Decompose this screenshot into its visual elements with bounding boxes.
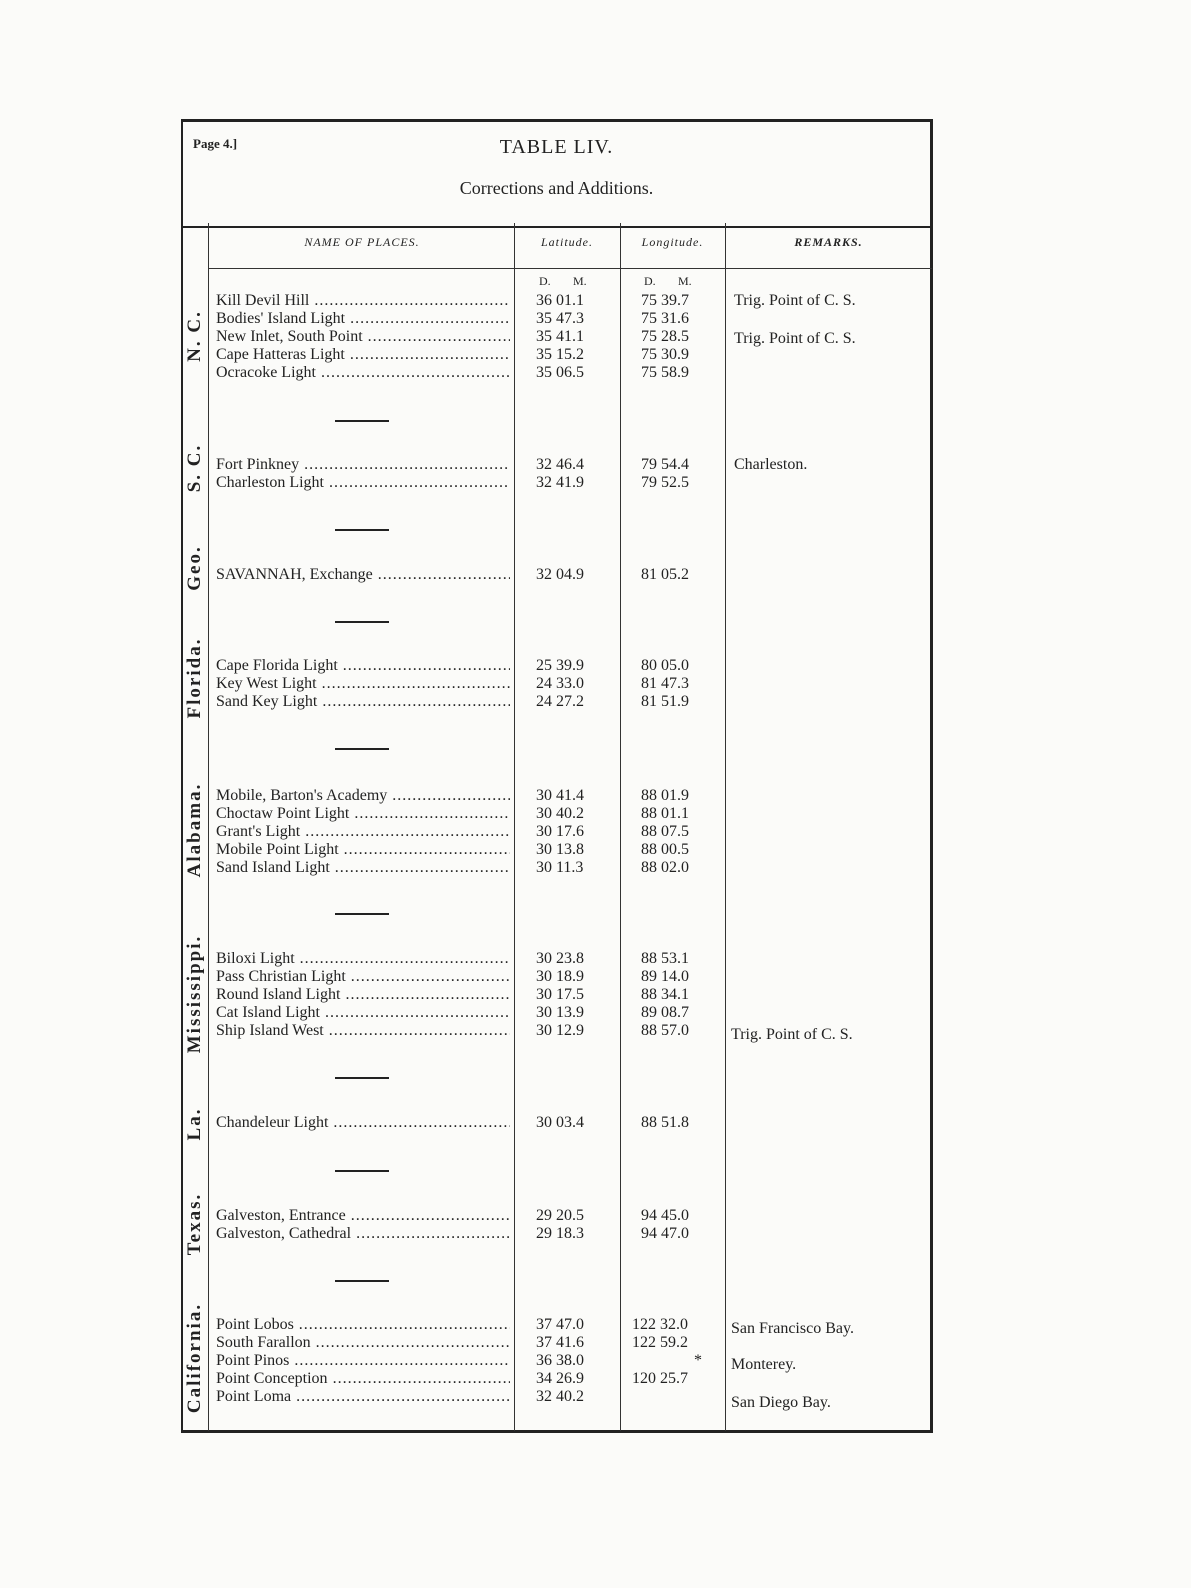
latitude-value: 30 12.9 [536,1022,584,1039]
table-row [0,1004,1191,1022]
table-row [0,675,1191,693]
table-row [0,346,1191,364]
latitude-value: 29 18.3 [536,1225,584,1242]
table-row [0,310,1191,328]
latitude-value: 30 23.8 [536,950,584,967]
place-name: Pass Christian Light ..... [216,968,510,986]
place-name: Ship Island West ..... [216,1022,510,1040]
section-separator [335,529,389,531]
place-name: Ocracoke Light ..... [216,364,510,382]
section-separator [335,748,389,750]
latitude-value: 30 13.8 [536,841,584,858]
longitude-value: 81 05.2 [641,566,689,583]
table-row [0,693,1191,711]
table-row [0,657,1191,675]
longitude-value: 75 31.6 [641,310,689,327]
section-separator [335,913,389,915]
table-row [0,364,1191,382]
place-name: Cape Florida Light ..... [216,657,510,675]
remark-text: San Francisco Bay. [731,1320,854,1337]
longitude-value: 81 47.3 [641,675,689,692]
longitude-value: 75 39.7 [641,292,689,309]
place-name: Chandeleur Light ..... [216,1114,510,1132]
table-row [0,328,1191,346]
col-header-place: NAME OF PLACES. [304,235,420,249]
place-name: Sand Key Light ..... [216,693,510,711]
place-name: Grant's Light ..... [216,823,510,841]
table-row [0,1334,1191,1352]
place-name: Cat Island Light ..... [216,1004,510,1022]
section-separator [335,420,389,422]
longitude-value: 80 05.0 [641,657,689,674]
rule-under-headings [208,268,932,269]
lon-deg-unit: D. [644,274,656,288]
place-name: Point Pinos ..... [216,1352,510,1370]
latitude-value: 30 17.6 [536,823,584,840]
place-name: Fort Pinkney ..... [216,456,510,474]
place-name: Galveston, Cathedral ..... [216,1225,510,1243]
table-row [0,1388,1191,1411]
place-name: Round Island Light ..... [216,986,510,1004]
table-row [0,566,1191,584]
longitude-value: 75 28.5 [641,328,689,345]
place-name: South Farallon ..... [216,1334,510,1352]
latitude-value: 30 41.4 [536,787,584,804]
place-name: Choctaw Point Light ..... [216,805,510,823]
latitude-value: 32 46.4 [536,456,584,473]
remark-text: Trig. Point of C. S. [731,1026,853,1043]
longitude-value: 79 54.4 [641,456,689,473]
table-row [0,456,1191,474]
section-separator [335,1280,389,1282]
latitude-value: 32 04.9 [536,566,584,583]
table-row [0,787,1191,805]
latitude-value: 36 38.0 [536,1352,584,1369]
longitude-value: 88 02.0 [641,859,689,876]
latitude-value: 24 27.2 [536,693,584,710]
longitude-value: 89 14.0 [641,968,689,985]
latitude-value: 25 39.9 [536,657,584,674]
latitude-value: 37 41.6 [536,1334,584,1351]
table-row [0,950,1191,968]
longitude-value: 88 57.0 [641,1022,689,1039]
latitude-value: 30 03.4 [536,1114,584,1131]
place-name: Kill Devil Hill ..... [216,292,510,310]
table-row [0,986,1191,1004]
longitude-value: 122 59.2 [632,1334,688,1351]
longitude-value: 75 58.9 [641,364,689,381]
latitude-value: 37 47.0 [536,1316,584,1333]
remark-text: Monterey. [731,1356,797,1373]
longitude-value: 94 45.0 [641,1207,689,1224]
place-name: Mobile, Barton's Academy ..... [216,787,510,805]
table-subtitle: Corrections and Additions. [459,178,654,198]
table-row [0,1352,1191,1373]
table-row [0,1207,1191,1225]
place-name: Charleston Light ..... [216,474,510,492]
longitude-value: 122 32.0 [632,1316,688,1333]
longitude-value: * [694,1352,702,1369]
table-row [0,859,1191,877]
table-row [0,1225,1191,1243]
latitude-value: 30 11.3 [536,859,584,876]
longitude-value: 88 51.8 [641,1114,689,1131]
table-row [0,841,1191,859]
remark-text: San Diego Bay. [731,1394,831,1411]
remark-text: Trig. Point of C. S. [734,330,856,347]
table-header [183,122,930,228]
latitude-value: 32 40.2 [536,1388,584,1405]
latitude-value: 32 41.9 [536,474,584,491]
section-separator [335,1077,389,1079]
latitude-value: 35 47.3 [536,310,584,327]
table-title: TABLE LIV. [499,136,614,158]
latitude-value: 36 01.1 [536,292,584,309]
col-header-latitude: Latitude. [540,235,593,249]
table-row [0,292,1191,310]
latitude-value: 30 13.9 [536,1004,584,1021]
table-row [0,823,1191,841]
page-reference: Page 4.] [193,136,238,151]
section-separator [335,1170,389,1172]
place-name: Bodies' Island Light ..... [216,310,510,328]
latitude-value: 35 15.2 [536,346,584,363]
lon-min-unit: M. [678,274,692,288]
latitude-value: 34 26.9 [536,1370,584,1387]
place-name: Point Conception ..... [216,1370,510,1388]
longitude-value: 89 08.7 [641,1004,689,1021]
remark-text: Trig. Point of C. S. [734,292,856,309]
lat-min-unit: M. [573,274,587,288]
longitude-value: 120 25.7 [632,1370,688,1387]
table-row [0,1022,1191,1043]
place-name: Biloxi Light ..... [216,950,510,968]
latitude-value: 35 41.1 [536,328,584,345]
place-name: Sand Island Light ..... [216,859,510,877]
longitude-value: 81 51.9 [641,693,689,710]
longitude-value: 94 47.0 [641,1225,689,1242]
longitude-value: 88 53.1 [641,950,689,967]
table-row [0,968,1191,986]
col-header-remarks: REMARKS. [794,235,863,249]
longitude-value: 88 00.5 [641,841,689,858]
longitude-value: 88 01.9 [641,787,689,804]
latitude-value: 29 20.5 [536,1207,584,1224]
longitude-value: 88 07.5 [641,823,689,840]
place-name: Mobile Point Light ..... [216,841,510,859]
table-row [0,1316,1191,1337]
place-name: New Inlet, South Point ..... [216,328,510,346]
col-header-longitude: Longitude. [641,235,704,249]
place-name: Key West Light ..... [216,675,510,693]
latitude-value: 30 17.5 [536,986,584,1003]
latitude-value: 24 33.0 [536,675,584,692]
longitude-value: 88 34.1 [641,986,689,1003]
lat-deg-unit: D. [539,274,551,288]
latitude-value: 30 18.9 [536,968,584,985]
table-row [0,1370,1191,1388]
place-name: Point Lobos ..... [216,1316,510,1334]
place-name: SAVANNAH, Exchange ..... [216,566,510,584]
longitude-value: 88 01.1 [641,805,689,822]
table-row [0,805,1191,823]
table-row [0,474,1191,492]
place-name: Galveston, Entrance ..... [216,1207,510,1225]
place-name: Point Loma ..... [216,1388,510,1406]
remark-text: Charleston. [734,456,808,473]
table-row [0,1114,1191,1132]
section-separator [335,621,389,623]
place-name: Cape Hatteras Light ..... [216,346,510,364]
longitude-value: 75 30.9 [641,346,689,363]
longitude-value: 79 52.5 [641,474,689,491]
latitude-value: 35 06.5 [536,364,584,381]
latitude-value: 30 40.2 [536,805,584,822]
